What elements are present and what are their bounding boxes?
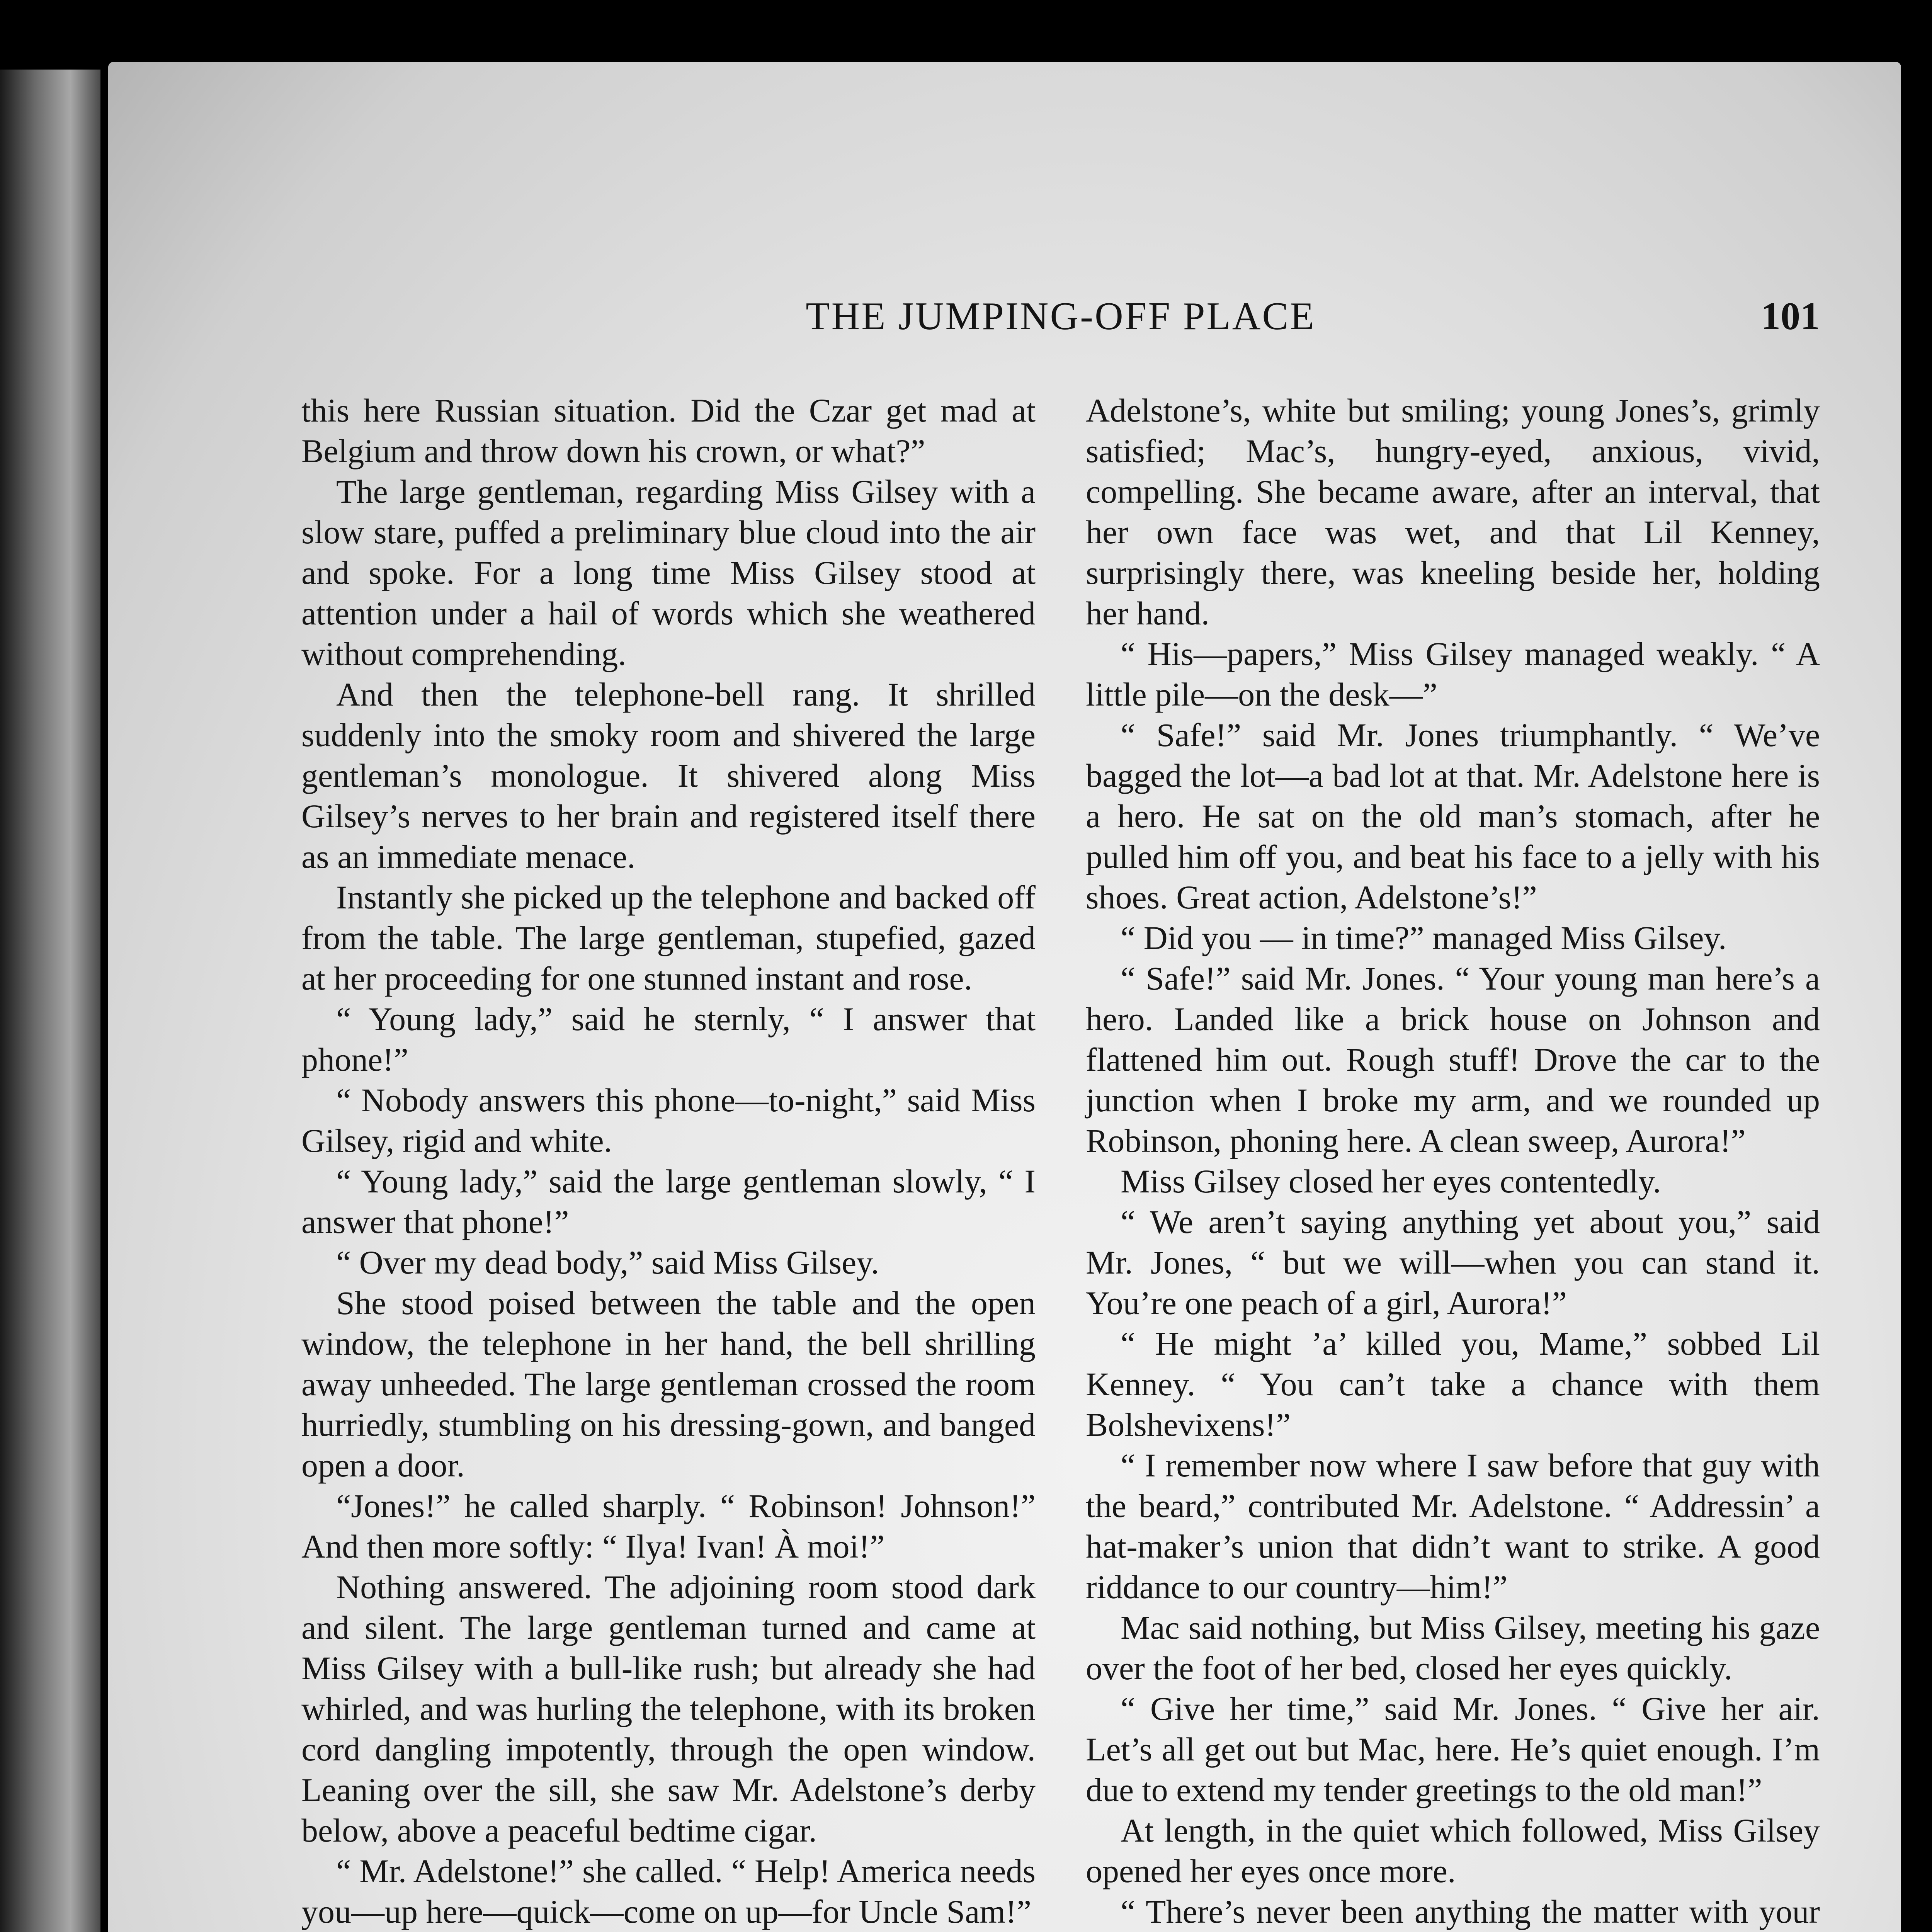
paragraph: this here Russian situation. Did the Czar get mad at Belgium and throw down his crown, or what?” — [301, 392, 1036, 469]
paragraph: At length, in the quiet which followed, Miss Gilsey opened her eyes once more. — [1086, 1812, 1820, 1889]
paragraph: “ Nobody answers this phone—to-night,” said Miss Gilsey, rigid and white. — [301, 1082, 1036, 1159]
paragraph: “ Give her time,” said Mr. Jones. “ Give her air. Let’s all get out but Mac, here. He’s quiet enough. I’m due to extend my tender greetings to the old man!” — [1086, 1690, 1820, 1808]
paragraph: “ Did you — in time?” managed Miss Gilsey. — [1121, 919, 1727, 956]
paragraph: “ His—papers,” Miss Gilsey managed weakly. “ A little pile—on the desk—” — [1086, 635, 1820, 713]
paragraph: “ Safe!” said Mr. Jones triumphantly. “ We’ve bagged the lot—a bad lot at that. Mr. Adelstone here is a hero. He sat on the old man’s stomach, after he pulled him off you, and beat his face to a jelly with his shoes. Great action, Adelstone’s!” — [1086, 716, 1820, 916]
paragraph: “ Young lady,” said he sternly, “ I answer that phone!” — [301, 1000, 1036, 1078]
paragraph: “ I remember now where I saw before that guy with the beard,” contributed Mr. Adelstone. “ Addressin’ a hat-maker’s union that didn’t want to strike. A good riddance to our country—him!” — [1086, 1447, 1820, 1605]
paragraph: “ He might ’a’ killed you, Mame,” sobbed Lil Kenney. “ You can’t take a chance with them Bolshevixens!” — [1086, 1325, 1820, 1443]
left-column — [301, 390, 1036, 1932]
paragraph: Mac said nothing, but Miss Gilsey, meeting his gaze over the foot of her bed, closed her eyes quickly. — [1086, 1609, 1820, 1687]
paragraph: “ Mr. Adelstone!” she called. “ Help! America needs you—up here—quick—come on up—for Uncle Sam!” — [301, 1852, 1036, 1930]
paragraph: “ Young lady,” said the large gentleman slowly, “ I answer that phone!” — [301, 1163, 1036, 1240]
paragraph: Miss Gilsey closed her eyes contentedly. — [1121, 1163, 1661, 1200]
paragraph: “ Over my dead body,” said Miss Gilsey. — [336, 1244, 879, 1281]
paragraph: Instantly she picked up the telephone and backed off from the table. The large gentleman, stupefied, gazed at her proceeding for one stunned instant and rose. — [301, 879, 1036, 997]
paragraph: Adelstone’s, white but smiling; young Jones’s, grimly satisfied; Mac’s, hungry-eyed, anxious, vivid, compelling. She became aware, after an interval, that her own face was wet, and that Lil Kenney, surprisingly there, was kneeling beside her, holding her hand. — [1086, 392, 1820, 632]
paragraph: “ Safe!” said Mr. Jones. “ Your young man here’s a hero. Landed like a brick house on Johnson and flattened him out. Rough stuff! Drove the car to the junction when I broke my arm, and we rounded up Robinson, phoning here. A clean sweep, Aurora!” — [1086, 960, 1820, 1159]
running-head — [301, 294, 1820, 355]
book-spine — [0, 70, 100, 1932]
page-text-area — [301, 232, 1820, 1932]
paragraph: And then the telephone-bell rang. It shrilled suddenly into the smoky room and shivered the large gentleman’s monologue. It shivered along Miss Gilsey’s nerves to her brain and registered itself there as an immediate menace. — [301, 676, 1036, 875]
running-title: THE JUMPING-OFF PLACE — [806, 294, 1316, 338]
paragraph: The large gentleman, regarding Miss Gilsey with a slow stare, puffed a preliminary blue cloud into the air and spoke. For a long time Miss Gilsey stood at attention under a hail of words which she weathered without comprehending. — [301, 473, 1036, 672]
paragraph: “ There’s never been anything the matter with your — [1121, 1893, 1820, 1930]
paragraph: “ We aren’t saying anything yet about you,” said Mr. Jones, “ but we will—when you can stand it. You’re one peach of a girl, Aurora!” — [1086, 1203, 1820, 1321]
paragraph: She stood poised between the table and the open window, the telephone in her hand, the bell shrilling away unheeded. The large gentleman crossed the room hurriedly, stumbling on his dressing-gown, and banged open a door. — [301, 1284, 1036, 1484]
book-page — [108, 62, 1901, 1932]
page-number: 101 — [1761, 294, 1820, 338]
right-column — [1086, 390, 1820, 1932]
paragraph: Nothing answered. The adjoining room stood dark and silent. The large gentleman turned and came at Miss Gilsey with a bull-like rush; but already she had whirled, and was hurling the telephone, with its broken cord dangling impotently, through the open window. Leaning over the sill, she saw Mr. Adelstone’s derby below, above a peaceful bedtime cigar. — [301, 1568, 1036, 1849]
paragraph: “Jones!” he called sharply. “ Robinson! Johnson!” And then more softly: “ Ilya! Ivan! À moi!” — [301, 1487, 1036, 1565]
